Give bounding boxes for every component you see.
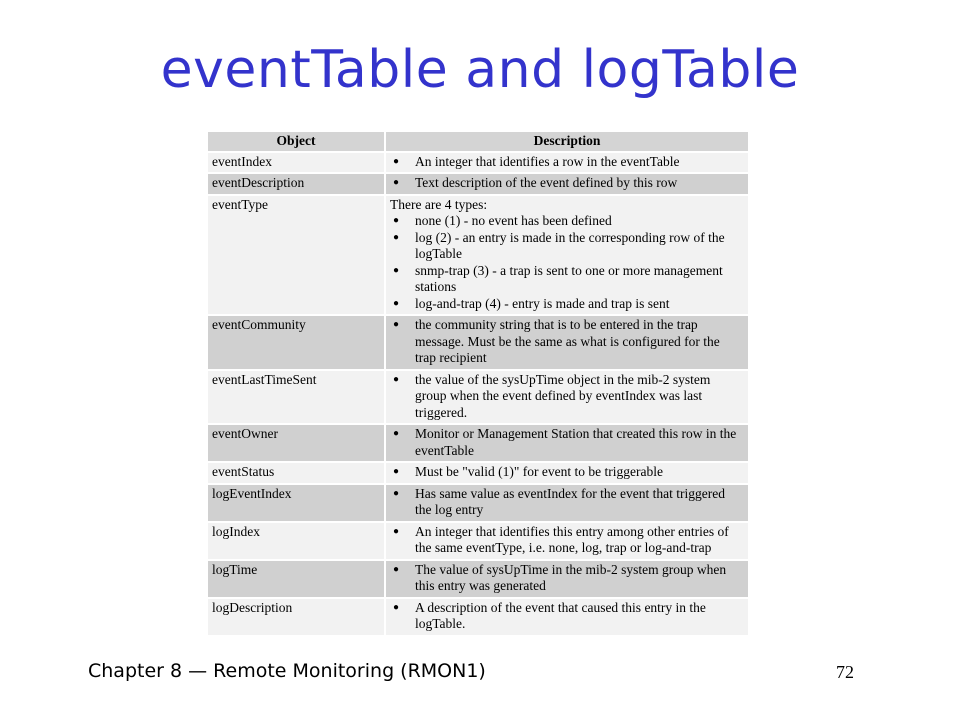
bullet-icon: ● — [393, 231, 400, 243]
object-cell: eventType — [208, 196, 384, 315]
bullet-text: log-and-trap (4) - entry is made and trap is sent — [415, 295, 670, 311]
bullet-list — [390, 464, 744, 481]
bullet-icon: ● — [393, 487, 400, 499]
bullet-icon: ● — [393, 525, 400, 537]
bullet-item — [390, 230, 744, 263]
bullet-text: the community string that is to be entered in the trap message. Must be the same as what is configured for the trap recipient — [415, 317, 720, 365]
description-cell — [386, 485, 748, 521]
bullet-text: the value of the sysUpTime object in the mib-2 system group when the event defined by eventIndex was last triggered. — [415, 371, 711, 420]
bullet-item — [390, 317, 744, 367]
slide-title: eventTable and logTable — [160, 40, 800, 100]
bullet-item — [390, 154, 744, 171]
description-cell — [386, 153, 748, 173]
bullet-icon: ● — [393, 601, 400, 613]
bullet-text: A description of the event that caused this entry in the logTable. — [415, 599, 706, 631]
bullet-text: Text description of the event defined by this row — [415, 175, 678, 190]
bullet-text: An integer that identifies a row in the eventTable — [415, 153, 680, 169]
object-cell: eventIndex — [208, 153, 384, 173]
table-header-row — [208, 132, 748, 151]
table-body — [208, 153, 748, 635]
bullet-icon: ● — [393, 264, 400, 276]
table-row — [208, 174, 748, 194]
bullet-item — [390, 562, 744, 595]
description-cell — [386, 425, 748, 461]
description-cell — [386, 371, 748, 424]
description-cell — [386, 463, 748, 483]
bullet-item — [390, 213, 744, 230]
description-cell — [386, 196, 748, 315]
description-intro: There are 4 types: — [390, 196, 488, 212]
bullet-item — [390, 426, 744, 459]
description-cell — [386, 523, 748, 559]
description-cell — [386, 174, 748, 194]
table-row — [208, 371, 748, 424]
bullet-text: The value of sysUpTime in the mib-2 system group when this entry was generated — [415, 561, 727, 593]
bullet-list — [390, 524, 744, 557]
object-cell: eventDescription — [208, 174, 384, 194]
description-cell — [386, 316, 748, 369]
table-row — [208, 316, 748, 369]
table-row — [208, 425, 748, 461]
table-row — [208, 523, 748, 559]
object-cell: eventLastTimeSent — [208, 371, 384, 424]
bullet-icon: ● — [393, 466, 400, 477]
bullet-list — [390, 562, 744, 595]
object-cell: eventCommunity — [208, 316, 384, 369]
header-description: Description — [386, 132, 748, 151]
bullet-list — [390, 372, 744, 422]
bullet-item — [390, 486, 744, 519]
object-cell: eventStatus — [208, 463, 384, 483]
bullet-icon: ● — [393, 177, 400, 188]
bullet-list — [390, 154, 744, 171]
description-cell — [386, 599, 748, 635]
object-cell: eventOwner — [208, 425, 384, 461]
bullet-item — [390, 524, 744, 557]
object-cell: logTime — [208, 561, 384, 597]
bullet-list — [390, 317, 744, 367]
object-cell: logEventIndex — [208, 485, 384, 521]
bullet-text: snmp-trap (3) - a trap is sent to one or more management stations — [415, 262, 723, 294]
bullet-item — [390, 263, 744, 296]
bullet-icon: ● — [393, 563, 400, 575]
bullet-list — [390, 175, 744, 192]
header-object: Object — [208, 132, 384, 151]
bullet-text: Must be "valid (1)" for event to be triggerable — [415, 464, 663, 479]
bullet-text: log (2) - an entry is made in the corresponding row of the logTable — [415, 229, 725, 261]
bullet-item — [390, 175, 744, 192]
table-row — [208, 463, 748, 483]
bullet-icon: ● — [393, 155, 400, 167]
bullet-text: Has same value as eventIndex for the event that triggered the log entry — [415, 485, 725, 517]
bullet-list — [390, 213, 744, 312]
bullet-item — [390, 296, 744, 313]
bullet-icon: ● — [393, 428, 400, 439]
table-row — [208, 599, 748, 635]
bullet-list — [390, 426, 744, 459]
page-number: 72 — [836, 662, 854, 682]
bullet-item — [390, 372, 744, 422]
bullet-text: Monitor or Management Station that created this row in the eventTable — [415, 426, 737, 458]
footer-chapter: Chapter 8 — Remote Monitoring (RMON1) — [88, 660, 486, 682]
object-cell: logIndex — [208, 523, 384, 559]
bullet-text: An integer that identifies this entry among other entries of the same eventType, i.e. none, log, trap or log-and-trap — [415, 523, 729, 555]
bullet-list — [390, 600, 744, 633]
bullet-icon: ● — [393, 297, 400, 309]
table-row — [208, 153, 748, 173]
table-row — [208, 485, 748, 521]
bullet-item — [390, 600, 744, 633]
bullet-list — [390, 486, 744, 519]
mib-objects-table — [206, 130, 750, 637]
bullet-icon: ● — [393, 319, 400, 330]
table-row — [208, 196, 748, 315]
bullet-text: none (1) - no event has been defined — [415, 213, 612, 228]
bullet-item — [390, 464, 744, 481]
bullet-icon: ● — [393, 373, 400, 385]
description-cell — [386, 561, 748, 597]
table-row — [208, 561, 748, 597]
object-cell: logDescription — [208, 599, 384, 635]
bullet-icon: ● — [393, 215, 400, 226]
